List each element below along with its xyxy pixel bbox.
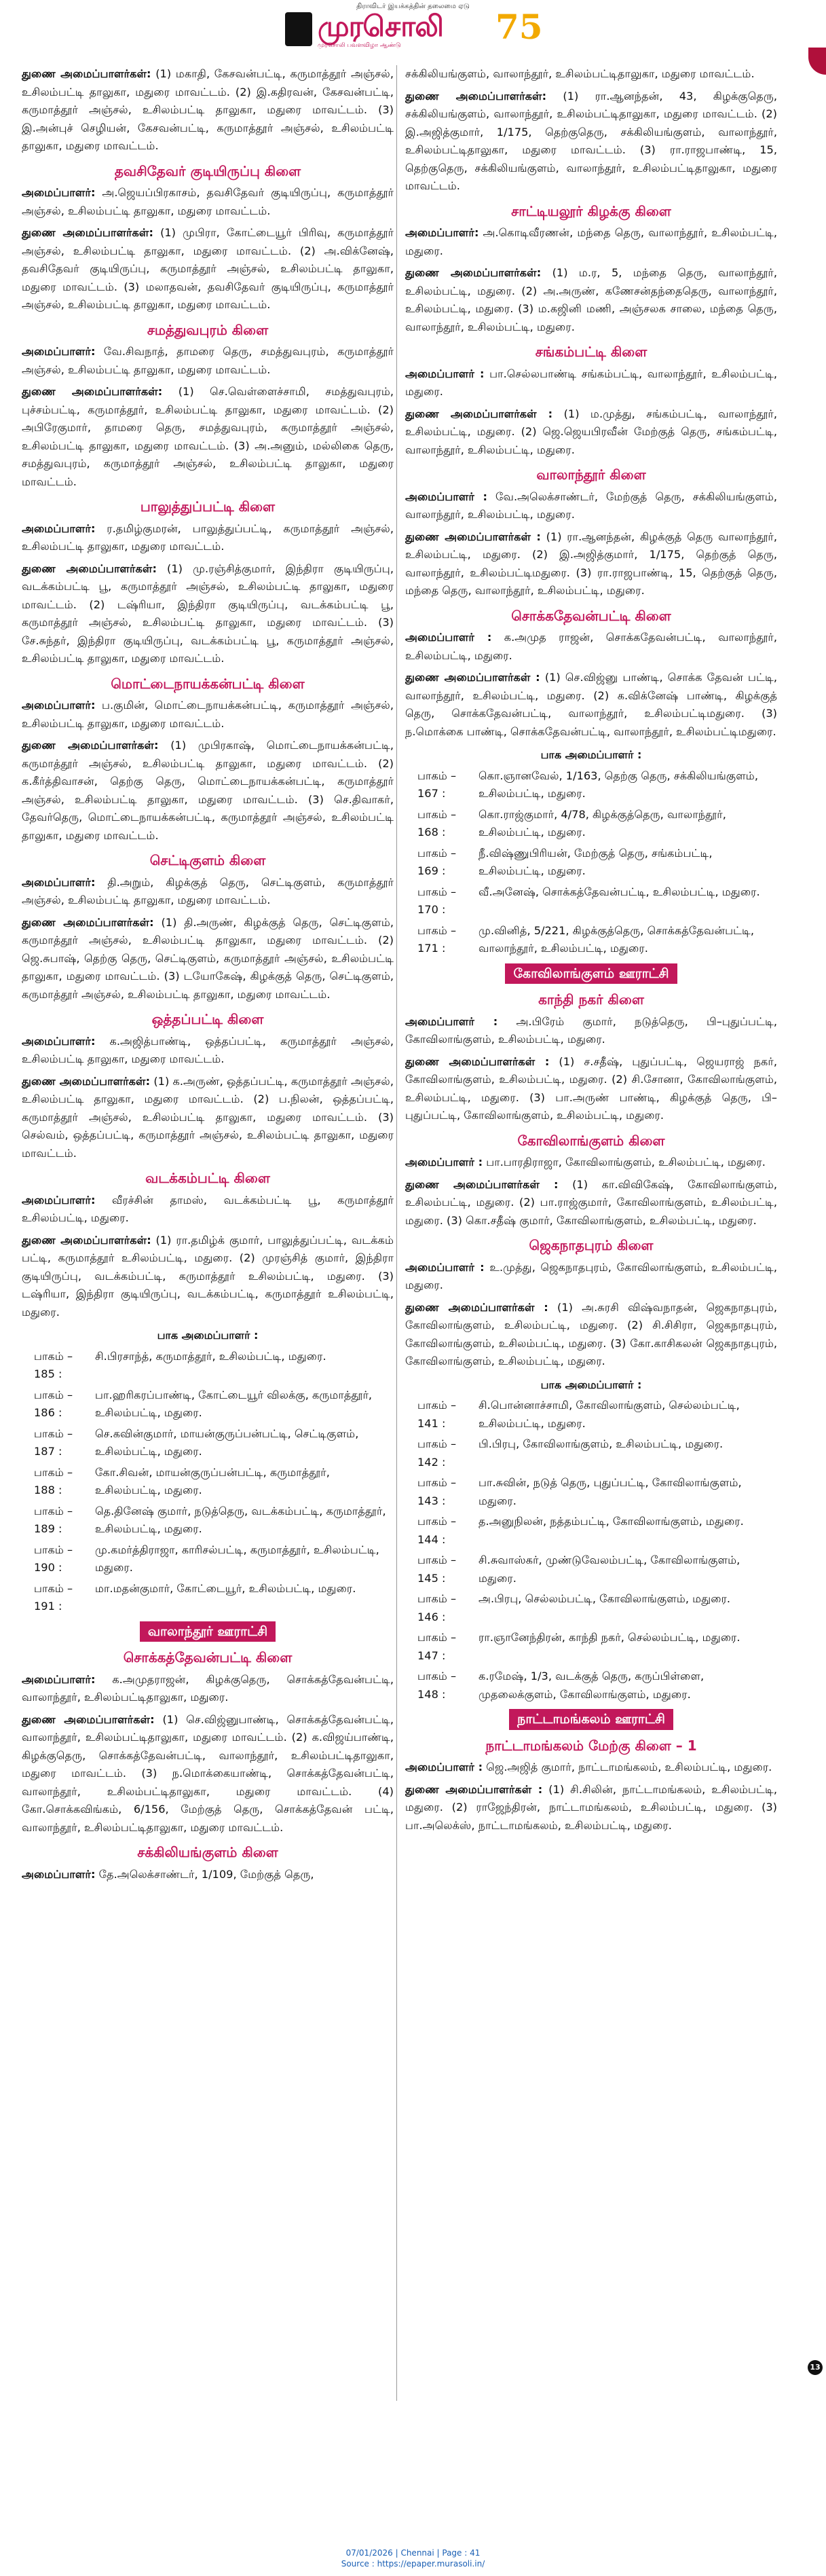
murasoli-logo <box>285 7 550 52</box>
organizer-entry: அமைப்பாளர்: தே.அலெக்சாண்டர், 1/109, மேற்குத் தெரு, <box>22 1867 314 1881</box>
section-heading: ஒத்தப்பட்டி கிளை <box>151 1011 264 1027</box>
section-heading: வடக்கம்பட்டி கிளை <box>145 1170 270 1186</box>
right-column <box>405 65 777 2401</box>
booth-row: பாகம் – 171 : மு.வினித், 5/221, கிழக்குத்தெரு, சொக்கத்தேவன்பட்டி, வாலாந்தூர், உசிலம்பட்டி, மதுரை. <box>417 923 755 955</box>
left-column <box>22 65 394 2401</box>
deputy-organizers-entry: துணை அமைப்பாளர்கள்: (1) முபிரா, கோட்டையூர் பிரிவு, கருமாத்தூர் அஞ்சல், உசிலம்பட்டி தாலுகா, மதுரை மாவட்டம். (2) அ.விக்னேஷ், தவசிதேவர் குடியிருப்பு, கருமாத்தூர் அஞ்சல், உசிலம்பட்டி தாலுகா, மதுரை மாவட்டம். (3) மலாதவன், தவசிதேவர் குடியிருப்பு, கருமாத்தூர் அஞ்சல், உசிலம்பட்டி தாலுகா, மதுரை மாவட்டம். <box>22 226 394 311</box>
section-heading: சொக்கதேவன்பட்டி கிளை <box>511 607 671 624</box>
deputy-organizers-entry: துணை அமைப்பாளர்கள் : (1) அ.சுரசி விஷ்வநாதன், ஜெகநாதபுரம், கோவிலாங்குளம், உசிலம்பட்டி, மதுரை. (2) சி.சிசிரா, ஜெகநாதபுரம், கோவிலாங்குளம், உசிலம்பட்டி, மதுரை. (3) கோ.காசிகலன் ஜெகநாதபுரம், கோவிலாங்குளம், உசிலம்பட்டி, மதுரை. <box>405 1300 777 1367</box>
union-banner: வாலாந்தூர் ஊராட்சி <box>22 1621 394 1642</box>
booth-heading: பாக அமைப்பாளர் : <box>540 1378 642 1391</box>
organizer-entry: அமைப்பாளர் : பா.செல்லபாண்டி சங்கம்பட்டி, வாலாந்தூர், உசிலம்பட்டி, மதுரை. <box>405 367 777 398</box>
section-heading: தவசிதேவர் குடியிருப்பு கிளை <box>114 162 301 179</box>
booth-row: பாகம் – 167 : கொ.ஞானவேல், 1/163, தெற்கு தெரு, சக்கிலியங்குளம், உசிலம்பட்டி, மதுரை. <box>417 769 758 800</box>
organizer-entry: அமைப்பாளர்: வீரச்சின் தாமஸ், வடக்கம்பட்டி பூ, கருமாத்தூர் உசிலம்பட்டி, மதுரை. <box>22 1193 394 1224</box>
anniversary-75-logo: 75 <box>495 7 543 47</box>
booth-row: பாகம் – 170 : வீ.அனேஷ், சொக்கத்தேவன்பட்டி, உசிலம்பட்டி, மதுரை. <box>417 885 760 916</box>
deputy-organizers-entry: துணை அமைப்பாளர்கள்: (1) செ.விஜ்னுபாண்டி, சொக்கத்தேவன்பட்டி, வாலாந்தூர், உசிலம்பட்டிதாலுகா, மதுரை மாவட்டம். (2) க.விஜய்பாண்டி, கிழக்குதெரு, சொக்கத்தேவன்பட்டி, வாலாந்தூர், உசிலம்பட்டிதாலுகா, மதுரை மாவட்டம். (3) ந.மொக்கையாண்டி, சொக்கத்தேவன்பட்டி, வாலாந்தூர், உசிலம்பட்டிதாலுகா, மதுரை மாவட்டம். (4) கோ.சொக்கவிங்கம், 6/156, மேற்குத் தெரு, சொக்கத்தேவன் பட்டி, வாலாந்தூர், உசிலம்பட்டிதாலுகா, மதுரை மாவட்டம். <box>22 1712 394 1834</box>
booth-row: பாகம் – 146 : அ.பிரபு, செல்லம்பட்டி, கோவிலாங்குளம், மதுரை. <box>417 1592 731 1623</box>
section-heading: சக்கிலியங்குளம் கிளை <box>137 1844 278 1860</box>
section-heading: செட்டிகுளம் கிளை <box>149 852 266 868</box>
booth-row: பாகம் – 145 : சி.சுவாஸ்கர், முண்டுவேலம்பட்டி, கோவிலாங்குளம், மதுரை. <box>417 1553 740 1585</box>
column-divider <box>396 65 397 2401</box>
section-heading: சமத்துவபுரம் கிளை <box>147 321 269 338</box>
logo-subtitle: முரசொலி பவளவிழா ஆண்டு <box>318 42 401 49</box>
organizer-entry: அமைப்பாளர் : அ.பிரேம் குமார், நடுத்தெரு, பி–புதுப்பட்டி, கோவிலாங்குளம், உசிலம்பட்டி, மதுரை. <box>405 1014 777 1046</box>
organizer-entry: அமைப்பாளர்: அ.கொடிவீரணன், மந்தை தெரு, வாலாந்தூர், உசிலம்பட்டி, மதுரை. <box>405 226 777 257</box>
section-heading: சாட்டியலூர் கிழக்கு கிளை <box>511 202 671 219</box>
booth-heading: பாக அமைப்பாளர் : <box>157 1329 259 1342</box>
deputy-organizers-entry: துணை அமைப்பாளர்கள் : (1) ம.முத்து, சங்கம்பட்டி, வாலாந்தூர், உசிலம்பட்டி, மதுரை. (2) ஜெ.ஜெயபிரவீன் மேற்குத் தெரு, சங்கம்பட்டி, வாலாந்தூர், உசிலம்பட்டி, மதுரை. <box>405 407 777 456</box>
section-heading: கோவிலாங்குளம் கிளை <box>517 1132 665 1149</box>
deputy-organizers-entry: துணை அமைப்பாளர்கள்: (1) ம.ர, 5, மந்தை தெரு, வாலாந்தூர், உசிலம்பட்டி, மதுரை. (2) அ.அருண், கணேசன்தந்தைதெரு, வாலாந்தூர், உசிலம்பட்டி, மதுரை. (3) ம.கஜினி மணி, அஞ்சலக சாலை, மந்தை தெரு, வாலாந்தூர், உசிலம்பட்டி, மதுரை. <box>405 266 777 333</box>
section-heading: மொட்டைநாயக்கன்பட்டி கிளை <box>111 675 305 692</box>
booth-row: பாகம் – 191 : மா.மதன்குமார், கோட்டையூர், உசிலம்பட்டி, மதுரை. <box>34 1581 356 1613</box>
page-number-badge: 13 <box>808 2360 823 2375</box>
paragraph: துணை அமைப்பாளர்கள்: (1) மகாதி, கேசவன்பட்டி, கருமாத்தூர் அஞ்சல், உசிலம்பட்டி தாலுகா, மதுரை மாவட்டம். (2) இ.கதிரவன், கேசவன்பட்டி, கருமாத்தூர் அஞ்சல், உசிலம்பட்டி தாலுகா, மதுரை மாவட்டம். (3) இ.அன்புச் செழியன், கேசவன்பட்டி, கருமாத்தூர் அஞ்சல், உசிலம்பட்டி தாலுகா, மதுரை மாவட்டம். <box>22 67 394 152</box>
deputy-organizers-entry: துணை அமைப்பாளர்கள்: (1) ரா.ஆனந்தன், 43, கிழக்குதெரு, சக்கிலியங்குளம், வாலாந்தூர், உசிலம்பட்டிதாலுகா, மதுரை மாவட்டம். (2) இ.அஜித்குமார், 1/175, தெற்குதெரு, சக்கிலியங்குளம், வாலாந்தூர், உசிலம்பட்டிதாலுகா, மதுரை மாவட்டம். (3) ரா.ராஜபாண்டி, 15, தெற்குதெரு, சக்கிலியங்குளம், வாலாந்தூர், உசிலம்பட்டிதாலுகா, மதுரை மாவட்டம். <box>405 89 777 192</box>
booth-row: பாகம் – 190 : மு.கமர்த்திராஜா, காரிசல்பட்டி, கருமாத்தூர், உசிலம்பட்டி, மதுரை. <box>34 1543 379 1574</box>
organizer-entry: அமைப்பாளர்: க.அஜித்பாண்டி, ஒத்தப்பட்டி, கருமாத்தூர் அஞ்சல், உசிலம்பட்டி தாலுகா, மதுரை மாவட்டம். <box>22 1034 394 1065</box>
section-heading: சங்கம்பட்டி கிளை <box>535 344 647 360</box>
deputy-organizers-entry: துணை அமைப்பாளர்கள்: (1) ரா.தமிழ்க் குமார், பாலுத்துப்பட்டி, வடக்கம் பட்டி, கருமாத்தூர் உசிலம்பட்டி, மதுரை. (2) முரஞ்சித் குமார், இந்திரா குடியிருப்பு, வடக்கம்பட்டி, கருமாத்தூர் உசிலம்பட்டி, மதுரை. (3) டஷ்ரியா, இந்திரா குடியிருப்பு, வடக்கம்பட்டி, கருமாத்தூர் உசிலம்பட்டி, மதுரை. <box>22 1233 394 1319</box>
section-heading: ஜெகநாதபுரம் கிளை <box>529 1237 654 1253</box>
section-heading: பாலுத்துப்பட்டி கிளை <box>140 498 276 515</box>
page-footer <box>0 2547 826 2569</box>
section-heading: வாலாந்தூர் கிளை <box>536 466 646 483</box>
organizer-entry: அமைப்பாளர் : க.அமுத ராஜன், சொக்கதேவன்பட்டி, வாலாந்தூர், உசிலம்பட்டி, மதுரை. <box>405 631 777 662</box>
deputy-organizers-entry: துணை அமைப்பாளர்கள் : (1) கா.விவிகேஷ், கோவிலாங்குளம், உசிலம்பட்டி, மதுரை. (2) பா.ராஜ்குமார், கோவிலாங்குளம், உசிலம்பட்டி, மதுரை. (3) கொ.சதீஷ் குமார், கோவிலாங்குளம், உசிலம்பட்டி, மதுரை. <box>405 1177 777 1227</box>
organizer-entry: அமைப்பாளர் : வே.அலெக்சாண்டர், மேற்குத் தெரு, சக்கிலியங்குளம், வாலாந்தூர், உசிலம்பட்டி, மதுரை. <box>405 490 777 521</box>
page-corner-decoration <box>808 48 826 75</box>
masthead <box>0 0 826 54</box>
deputy-organizers-entry: துணை அமைப்பாளர்கள்: (1) தி.அருண், கிழக்குத் தெரு, செட்டிகுளம், கருமாத்தூர் அஞ்சல், உசிலம்பட்டி தாலுகா, மதுரை மாவட்டம். (2) ஜெ.சுபாஷ், தெற்கு தெரு, செட்டிகுளம், கருமாத்தூர் அஞ்சல், உசிலம்பட்டி தாலுகா, மதுரை மாவட்டம். (3) டயோகேஷ், கிழக்குத் தெரு, செட்டிகுளம், கருமாத்தூர் அஞ்சல், உசிலம்பட்டி தாலுகா, மதுரை மாவட்டம். <box>22 915 394 1001</box>
section-heading: நாட்டாமங்கலம் மேற்கு கிளை – 1 <box>485 1737 697 1754</box>
organizer-entry: அமைப்பாளர்: ப.குமின், மொட்டைநாயக்கன்பட்டி, கருமாத்தூர் அஞ்சல், உசிலம்பட்டி தாலுகா, மதுரை மாவட்டம். <box>22 699 394 730</box>
booth-row: பாகம் – 188 : கோ.சிவன், மாயன்குருப்பன்பட்டி, கருமாத்தூர், உசிலம்பட்டி, மதுரை. <box>34 1465 330 1496</box>
booth-row: பாகம் – 186 : பா.ஹரிகரப்பாண்டி, கோட்டையூர் விலக்கு, கருமாத்தூர், உசிலம்பட்டி, மதுரை. <box>34 1388 373 1419</box>
booth-row: பாகம் – 169 : நீ.விஷ்ணுபிரியன், மேற்குத் தெரு, சங்கம்பட்டி, உசிலம்பட்டி, மதுரை. <box>417 846 713 877</box>
booth-row: பாகம் – 187 : செ.கவின்குமார், மாயன்குருப்பன்பட்டி, செட்டிகுளம், உசிலம்பட்டி, மதுரை. <box>34 1427 359 1458</box>
organizer-entry: அமைப்பாளர் : பா.பாரதிராஜா, கோவிலாங்குளம், உசிலம்பட்டி, மதுரை. <box>405 1156 766 1169</box>
booth-row: பாகம் – 141 : சி.பொன்னாச்சாமி, கோவிலாங்குளம், செல்லம்பட்டி, உசிலம்பட்டி, மதுரை. <box>417 1399 740 1430</box>
organizer-entry: அமைப்பாளர்: ர.தமிழ்குமரன், பாலுத்துப்பட்டி, கருமாத்தூர் அஞ்சல், உசிலம்பட்டி தாலுகா, மதுரை மாவட்டம். <box>22 521 394 553</box>
footer-source-link[interactable]: Source : https://epaper.murasoli.in/ <box>341 2559 485 2569</box>
booth-row: பாகம் – 142 : பி.பிரபு, கோவிலாங்குளம், உசிலம்பட்டி, மதுரை. <box>417 1437 724 1469</box>
booth-row: பாகம் – 147 : ரா.ஞானேந்திரன், காந்தி நகர், செல்லம்பட்டி, மதுரை. <box>417 1631 740 1662</box>
booth-row: பாகம் – 185 : சி.பிரசாந்த், கருமாத்தூர், உசிலம்பட்டி, மதுரை. <box>34 1349 326 1380</box>
organizer-entry: அமைப்பாளர்: அ.ஜெயப்பிரகாசம், தவசிதேவர் குடியிருப்பு, கருமாத்தூர் அஞ்சல், உசிலம்பட்டி தாலுகா, மதுரை மாவட்டம். <box>22 186 394 217</box>
organizer-entry: அமைப்பாளர்: தி.அறும், கிழக்குத் தெரு, செட்டிகுளம், கருமாத்தூர் அஞ்சல், உசிலம்பட்டி தாலுகா, மதுரை மாவட்டம். <box>22 875 394 906</box>
union-banner: கோவிலாங்குளம் ஊராட்சி <box>405 963 777 985</box>
logo-text: முரசொலி <box>318 10 443 43</box>
deputy-organizers-entry: துணை அமைப்பாளர்கள் : (1) செ.விஜ்னு பாண்டி, சொக்க தேவன் பட்டி, வாலாந்தூர், உசிலம்பட்டி, மதுரை. (2) க.விக்னேஷ் பாண்டி, கிழக்குத் தெரு, சொக்கதேவன்பட்டி, வாலாந்தூர், உசிலம்பட்டிமதுரை. (3) ந.மொக்கை பாண்டி, சொக்கதேவன்பட்டி, வாலாந்தூர், உசிலம்பட்டிமதுரை. <box>405 671 777 738</box>
booth-row: பாகம் – 148 : க.ரமேஷ், 1/3, வடக்குத் தெரு, கருப்பிள்ளை, முதலைக்குளம், கோவிலாங்குளம், மதுரை. <box>417 1670 705 1701</box>
deputy-organizers-entry: துணை அமைப்பாளர்கள்: (1) மு.ரஞ்சித்குமார், இந்திரா குடியிருப்பு, வடக்கம்பட்டி பூ, கருமாத்தூர் அஞ்சல், உசிலம்பட்டி தாலுகா, மதுரை மாவட்டம். (2) டஷ்ரியா, இந்திரா குடியிருப்பு, வடக்கம்பட்டி பூ, கருமாத்தூர் அஞ்சல், உசிலம்பட்டி தாலுகா, மதுரை மாவட்டம். (3) சே.சுந்தர், இந்திரா குடியிருப்பு, வடக்கம்பட்டி பூ, கருமாத்தூர் அஞ்சல், உசிலம்பட்டி தாலுகா, மதுரை மாவட்டம். <box>22 562 394 665</box>
booth-row: பாகம் – 143 : பா.சுவின், நடுத் தெரு, புதுப்பட்டி, கோவிலாங்குளம், மதுரை. <box>417 1476 742 1507</box>
deputy-organizers-entry: துணை அமைப்பாளர்கள்: (1) முபிரகாஷ், மொட்டைநாயக்கன்பட்டி, கருமாத்தூர் அஞ்சல், உசிலம்பட்டி தாலுகா, மதுரை மாவட்டம். (2) க.கீர்த்திவாசன், தெற்கு தெரு, மொட்டைநாயக்கன்பட்டி, கருமாத்தூர் அஞ்சல், உசிலம்பட்டி தாலுகா, மதுரை மாவட்டம். (3) செ.திவாகர், தேவர்தெரு, மொட்டைநாயக்கன்பட்டி, கருமாத்தூர் அஞ்சல், உசிலம்பட்டி தாலுகா, மதுரை மாவட்டம். <box>22 739 394 842</box>
booth-row: பாகம் – 189 : தெ.தினேஷ் குமார், நடுத்தெரு, வடக்கம்பட்டி, கருமாத்தூர், உசிலம்பட்டி, மதுரை. <box>34 1504 386 1535</box>
footer-dateline: 07/01/2026 | Chennai | Page : 41 <box>345 2548 481 2558</box>
deputy-organizers-entry: துணை அமைப்பாளர்கள்: (1) செ.வெள்ளைச்சாமி, சமத்துவபுரம், புச்சம்பட்டி, கருமாத்தூர், உசிலம்பட்டி தாலுகா, மதுரை மாவட்டம். (2) அபிரேகுமார், தாமரை தெரு, சமத்துவபுரம், கருமாத்தூர் அஞ்சல், உசிலம்பட்டி தாலுகா, மதுரை மாவட்டம். (3) அ.அனும், மல்லிகை தெரு, சமத்துவபுரம், கருமாத்தூர் அஞ்சல், உசிலம்பட்டி தாலுகா, மதுரை மாவட்டம். <box>22 385 394 488</box>
booth-row: பாகம் – 144 : த.அனுநிலன், நத்தம்பட்டி, கோவிலாங்குளம், மதுரை. <box>417 1515 744 1546</box>
paragraph: சக்கிலியங்குளம், வாலாந்தூர், உசிலம்பட்டிதாலுகா, மதுரை மாவட்டம். <box>405 67 755 80</box>
union-banner: நாட்டாமங்கலம் ஊராட்சி <box>405 1709 777 1730</box>
organizer-entry: அமைப்பாளர் : ஜெ.அஜித் குமார், நாட்டாமங்கலம், உசிலம்பட்டி, மதுரை. <box>405 1761 772 1773</box>
booth-row: பாகம் – 168 : கொ.ராஜ்குமார், 4/78, கிழக்குத்தெரு, வாலாந்தூர், உசிலம்பட்டி, மதுரை. <box>417 807 726 839</box>
masthead-tagline: திராவிடர் இயக்கத்தின் தலைமை ஏடு <box>356 3 470 10</box>
organizer-entry: அமைப்பாளர்: வே.சிவநாத், தாமரை தெரு, சமத்துவபுரம், கருமாத்தூர் அஞ்சல், உசிலம்பட்டி தாலுகா, மதுரை மாவட்டம். <box>22 345 394 376</box>
section-heading: காந்தி நகர் கிளை <box>538 991 644 1008</box>
deputy-organizers-entry: துணை அமைப்பாளர்கள் : (1) ச.சதீஷ், புதுப்பட்டி, ஜெயராஜ் நகர், கோவிலாங்குளம், உசிலம்பட்டி, மதுரை. (2) சி.சோனா, கோவிலாங்குளம், உசிலம்பட்டி, மதுரை. (3) பா.அருண் பாண்டி, கிழக்குத் தெரு, பி–புதுப்பட்டி, கோவிலாங்குளம், உசிலம்பட்டி, மதுரை. <box>405 1054 777 1122</box>
drum-emblem-icon <box>285 12 312 46</box>
deputy-organizers-entry: துணை அமைப்பாளர்கள் : (1) ரா.ஆனந்தன், கிழக்குத் தெரு வாலாந்தூர், உசிலம்பட்டி, மதுரை. (2) இ.அஜித்குமார், 1/175, தெற்குத் தெரு, வாலாந்தூர், உசிலம்பட்டிமதுரை. (3) ரா.ராஜபாண்டி, 15, தெற்குத் தெரு, மந்தை தெரு, வாலாந்தூர், உசிலம்பட்டி, மதுரை. <box>405 530 777 597</box>
organizer-entry: அமைப்பாளர்: க.அமுதராஜன், கிழக்குதெரு, சொக்கத்தேவன்பட்டி, வாலாந்தூர், உசிலம்பட்டிதாலுகா, மதுரை. <box>22 1672 394 1704</box>
deputy-organizers-entry: துணை அமைப்பாளர்கள் : (1) சி.சிலின், நாட்டாமங்கலம், உசிலம்பட்டி, மதுரை. (2) ராஜேந்திரன், நாட்டாமங்கலம், உசிலம்பட்டி, மதுரை. (3) பா.அலெக்ஸ், நாட்டாமங்கலம், உசிலம்பட்டி, மதுரை. <box>405 1782 777 1832</box>
booth-heading: பாக அமைப்பாளர் : <box>540 748 642 761</box>
organizer-entry: அமைப்பாளர் : உ.முத்து, ஜெகநாதபுரம், கோவிலாங்குளம், உசிலம்பட்டி, மதுரை. <box>405 1260 777 1291</box>
section-heading: சொக்கத்தேவன்பட்டி கிளை <box>123 1649 293 1666</box>
deputy-organizers-entry: துணை அமைப்பாளர்கள்: (1) க.அருண், ஒத்தப்பட்டி, கருமாத்தூர் அஞ்சல், உசிலம்பட்டி தாலுகா, மதுரை மாவட்டம். (2) ப.நிலன், ஒத்தப்பட்டி, கருமாத்தூர் அஞ்சல், உசிலம்பட்டி தாலுகா, மதுரை மாவட்டம். (3) செல்வம், ஒத்தப்பட்டி, கருமாத்தூர் அஞ்சல், உசிலம்பட்டி தாலுகா, மதுரை மாவட்டம். <box>22 1074 394 1160</box>
